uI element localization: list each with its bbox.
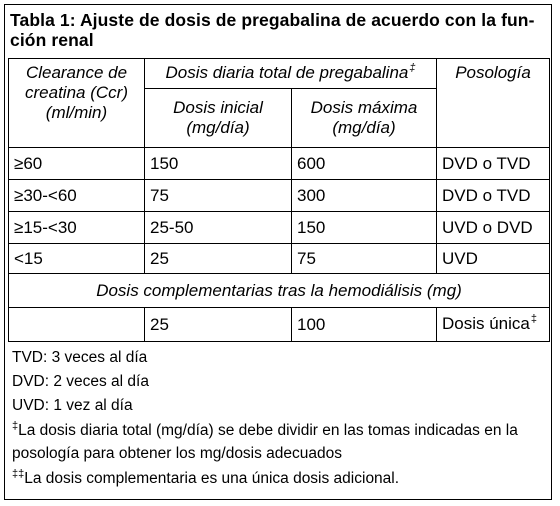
table-row (9, 212, 550, 244)
cell-initial: 25-50 (145, 212, 292, 244)
cell-initial: 75 (145, 180, 292, 212)
cell-posology: UVD o DVD (437, 212, 550, 244)
cell-clearance: ≥15-<30 (9, 212, 145, 244)
footnote-1-mark: ‡ (12, 420, 19, 432)
legend-tvd: TVD: 3 veces al día (12, 349, 148, 366)
table-footer (12, 346, 542, 491)
table-title (10, 10, 550, 50)
header-posology: Posología (437, 59, 550, 148)
cell-clearance: ≥60 (9, 148, 145, 180)
cell-max: 100 (292, 308, 437, 342)
table-row (9, 244, 550, 274)
cell-initial: 25 (145, 308, 292, 342)
table-row (9, 308, 550, 342)
cell-posology: UVD (437, 244, 550, 274)
cell-max: 75 (292, 244, 437, 274)
cell-clearance: <15 (9, 244, 145, 274)
cell-posology-label: Dosis única (442, 313, 530, 333)
footnote-1 (12, 420, 542, 464)
cell-max: 150 (292, 212, 437, 244)
footnote-1-text: La dosis diaria total (mg/día) se debe dividir en las tomas indicadas en la posología para obtener los mg/dosis adecuados (12, 422, 518, 462)
cell-clearance (9, 308, 145, 342)
footnote-2 (12, 468, 542, 491)
cell-posology-mark: ‡ (530, 312, 537, 325)
footnote-2-text: La dosis complementaria es una única dosis adicional. (24, 470, 400, 487)
cell-clearance: ≥30-<60 (9, 180, 145, 212)
hemodialysis-header: Dosis complementarias tras la hemodiálisis (mg) (9, 274, 550, 308)
cell-initial: 150 (145, 148, 292, 180)
cell-posology: DVD o TVD (437, 180, 550, 212)
cell-posology (437, 308, 550, 342)
legend-dvd: DVD: 2 veces al día (12, 373, 149, 390)
cell-max: 300 (292, 180, 437, 212)
cell-posology: DVD o TVD (437, 148, 550, 180)
legend-uvd: UVD: 1 vez al día (12, 397, 133, 414)
header-max-dose: Dosis máxima (mg/día) (292, 89, 437, 148)
table-row (9, 180, 550, 212)
header-initial-dose: Dosis inicial (mg/día) (145, 89, 292, 148)
cell-max: 600 (292, 148, 437, 180)
header-daily-dose-mark: ‡ (409, 61, 416, 74)
table-title-line1: Tabla 1: Ajuste de dosis de pregabalina de acuerdo con la fun- (10, 10, 535, 30)
footnote-2-mark: ‡‡ (12, 468, 25, 480)
header-daily-dose-label: Dosis diaria total de pregabalina (165, 62, 409, 82)
header-daily-dose (145, 59, 437, 89)
table-title-line2: ción renal (10, 30, 94, 50)
dose-table (8, 58, 550, 342)
table-row (9, 148, 550, 180)
cell-initial: 25 (145, 244, 292, 274)
header-clearance: Clearance de creatina (Ccr) (ml/min) (9, 59, 145, 148)
